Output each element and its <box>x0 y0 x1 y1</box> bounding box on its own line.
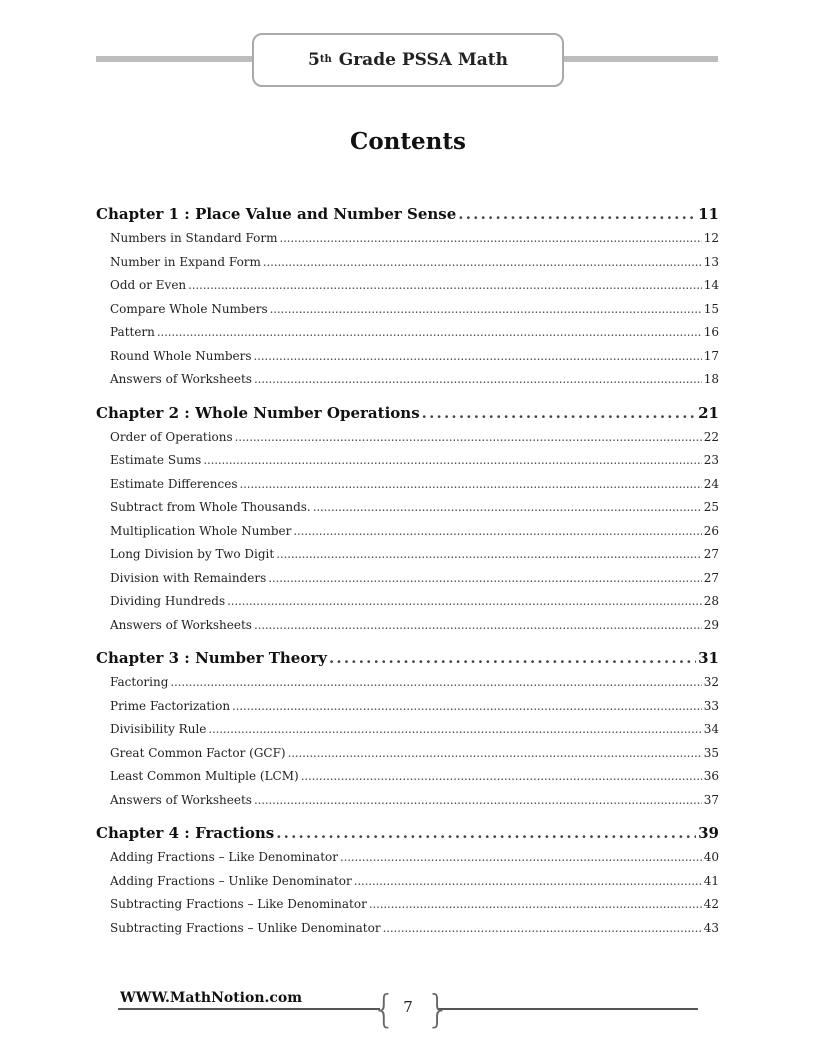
chapter-heading-page: 39 <box>698 824 719 842</box>
dot-leader <box>254 793 702 807</box>
dot-leader <box>268 571 701 585</box>
table-of-contents <box>96 205 719 944</box>
toc-entry-label: Dividing Hundreds <box>110 594 226 608</box>
dot-leader <box>422 404 696 422</box>
chapter-heading-page: 31 <box>698 649 719 667</box>
chapter-heading-label: Chapter 1 : Place Value and Number Sense <box>96 205 457 223</box>
toc-entry-label: Multiplication Whole Number <box>110 523 292 538</box>
toc-entry-page: 32 <box>703 675 719 689</box>
toc-entry-label: Divisibility Rule <box>110 722 207 736</box>
dot-leader <box>157 325 702 339</box>
header-title-box <box>252 33 564 87</box>
dot-leader <box>279 231 701 245</box>
toc-entry-page: 37 <box>703 792 719 807</box>
dot-leader <box>239 477 701 491</box>
chapter-heading-label: Chapter 2 : Whole Number Operations <box>96 403 420 422</box>
toc-entry[interactable] <box>96 372 719 396</box>
chapter-heading[interactable] <box>96 649 719 675</box>
header-title-text: Grade PSSA Math <box>338 50 508 70</box>
dot-leader <box>329 649 696 667</box>
toc-entry-label: Round Whole Numbers <box>110 348 252 363</box>
toc-entry-page: 12 <box>703 231 719 245</box>
chapter-heading-page: 11 <box>698 205 719 223</box>
toc-entry[interactable] <box>96 430 719 454</box>
toc-entry[interactable] <box>96 453 719 477</box>
toc-entry-label: Prime Factorization <box>110 698 231 713</box>
toc-entry-page: 22 <box>703 429 719 444</box>
chapter-heading-page: 21 <box>698 403 719 422</box>
toc-entry[interactable] <box>96 325 719 349</box>
chapter-heading-label: Chapter 3 : Number Theory <box>96 649 327 667</box>
toc-entry-page: 24 <box>703 476 719 491</box>
toc-entry-page: 25 <box>703 500 719 514</box>
toc-entry-label: Answers of Worksheets <box>110 792 252 807</box>
header-grade-suffix: th <box>319 53 332 65</box>
footer-rule-left <box>118 1008 380 1010</box>
dot-leader <box>235 430 702 444</box>
toc-entry-page: 14 <box>703 278 719 292</box>
dot-leader <box>232 699 702 713</box>
toc-entry[interactable] <box>96 675 719 699</box>
toc-entry[interactable] <box>96 699 719 723</box>
toc-entry-page: 23 <box>703 453 719 467</box>
chapter-heading[interactable] <box>96 404 719 430</box>
toc-entry-label: Pattern <box>110 325 155 339</box>
dot-leader <box>301 769 702 783</box>
toc-entry-page: 43 <box>703 920 719 935</box>
toc-entry[interactable] <box>96 850 719 874</box>
toc-entry[interactable] <box>96 746 719 770</box>
dot-leader <box>293 524 701 538</box>
dot-leader <box>369 897 702 911</box>
page-number: 7 <box>403 998 413 1016</box>
toc-entry-page: 36 <box>703 769 719 783</box>
footer-rule-right <box>438 1008 698 1010</box>
toc-entry[interactable] <box>96 500 719 524</box>
toc-entry-label: Estimate Sums <box>110 453 202 467</box>
left-brace-icon: { <box>372 987 397 1031</box>
toc-entry-label: Adding Fractions – Like Denominator <box>110 850 338 864</box>
dot-leader <box>276 824 696 842</box>
toc-entry-label: Order of Operations <box>110 429 233 444</box>
toc-entry-label: Great Common Factor (GCF) <box>110 745 286 760</box>
dot-leader <box>383 921 702 935</box>
toc-entry-label: Least Common Multiple (LCM) <box>110 769 299 783</box>
chapter-heading[interactable] <box>96 824 719 850</box>
dot-leader <box>170 675 701 689</box>
toc-entry-label: Answers of Worksheets <box>110 617 252 632</box>
right-brace-icon: } <box>426 987 451 1031</box>
toc-entry[interactable] <box>96 302 719 326</box>
header-grade-number: 5 <box>308 50 320 70</box>
dot-leader <box>288 746 702 760</box>
dot-leader <box>227 594 702 608</box>
toc-entry[interactable] <box>96 874 719 898</box>
dot-leader <box>203 453 701 467</box>
toc-entry[interactable] <box>96 921 719 945</box>
toc-entry[interactable] <box>96 477 719 501</box>
chapter-heading[interactable] <box>96 205 719 231</box>
toc-entry[interactable] <box>96 618 719 642</box>
toc-entry-page: 17 <box>703 348 719 363</box>
header-rule-right <box>562 56 718 62</box>
toc-entry-label: Numbers in Standard Form <box>110 231 278 245</box>
dot-leader <box>276 547 701 561</box>
dot-leader <box>208 722 701 736</box>
toc-entry-page: 26 <box>703 523 719 538</box>
toc-entry[interactable] <box>96 769 719 793</box>
dot-leader <box>458 205 696 223</box>
toc-entry[interactable] <box>96 231 719 255</box>
toc-entry-page: 42 <box>703 897 719 911</box>
toc-entry-page: 13 <box>703 254 719 269</box>
footer-website: WWW.MathNotion.com <box>120 990 303 1006</box>
toc-entry[interactable] <box>96 278 719 302</box>
toc-entry-label: Subtracting Fractions – Like Denominator <box>110 897 367 911</box>
toc-entry-label: Factoring <box>110 675 169 689</box>
toc-entry[interactable] <box>96 255 719 279</box>
dot-leader <box>254 372 702 386</box>
toc-entry-label: Division with Remainders <box>110 570 267 585</box>
toc-entry[interactable] <box>96 594 719 618</box>
toc-entry[interactable] <box>96 897 719 921</box>
toc-entry-page: 15 <box>703 301 719 316</box>
toc-entry-label: Compare Whole Numbers <box>110 301 268 316</box>
toc-entry-label: Subtract from Whole Thousands. <box>110 500 311 514</box>
dot-leader <box>188 278 702 292</box>
toc-entry-page: 28 <box>703 594 719 608</box>
toc-entry-page: 34 <box>703 722 719 736</box>
toc-entry[interactable] <box>96 547 719 571</box>
toc-entry-label: Answers of Worksheets <box>110 372 252 386</box>
toc-entry-page: 35 <box>703 745 719 760</box>
toc-entry-page: 29 <box>703 617 719 632</box>
dot-leader <box>254 349 702 363</box>
toc-entry-page: 27 <box>703 570 719 585</box>
toc-entry-label: Odd or Even <box>110 278 187 292</box>
dot-leader <box>254 618 702 632</box>
dot-leader <box>340 850 702 864</box>
toc-entry-page: 41 <box>703 873 719 888</box>
header-rule-left <box>96 56 252 62</box>
toc-entry[interactable] <box>96 722 719 746</box>
toc-entry-page: 27 <box>703 547 719 561</box>
toc-entry-label: Adding Fractions – Unlike Denominator <box>110 873 352 888</box>
toc-entry-page: 18 <box>703 372 719 386</box>
toc-entry[interactable] <box>96 793 719 817</box>
toc-entry-page: 33 <box>703 698 719 713</box>
toc-entry-page: 40 <box>703 850 719 864</box>
dot-leader <box>313 500 702 514</box>
toc-entry[interactable] <box>96 571 719 595</box>
toc-entry[interactable] <box>96 349 719 373</box>
toc-entry-label: Number in Expand Form <box>110 254 261 269</box>
toc-entry-label: Long Division by Two Digit <box>110 547 275 561</box>
toc-entry-label: Estimate Differences <box>110 476 238 491</box>
toc-entry[interactable] <box>96 524 719 548</box>
chapter-heading-label: Chapter 4 : Fractions <box>96 824 275 842</box>
dot-leader <box>263 255 702 269</box>
toc-entry-label: Subtracting Fractions – Unlike Denominator <box>110 920 381 935</box>
page-title: Contents <box>350 128 466 155</box>
dot-leader <box>270 302 702 316</box>
dot-leader <box>354 874 702 888</box>
toc-entry-page: 16 <box>703 325 719 339</box>
